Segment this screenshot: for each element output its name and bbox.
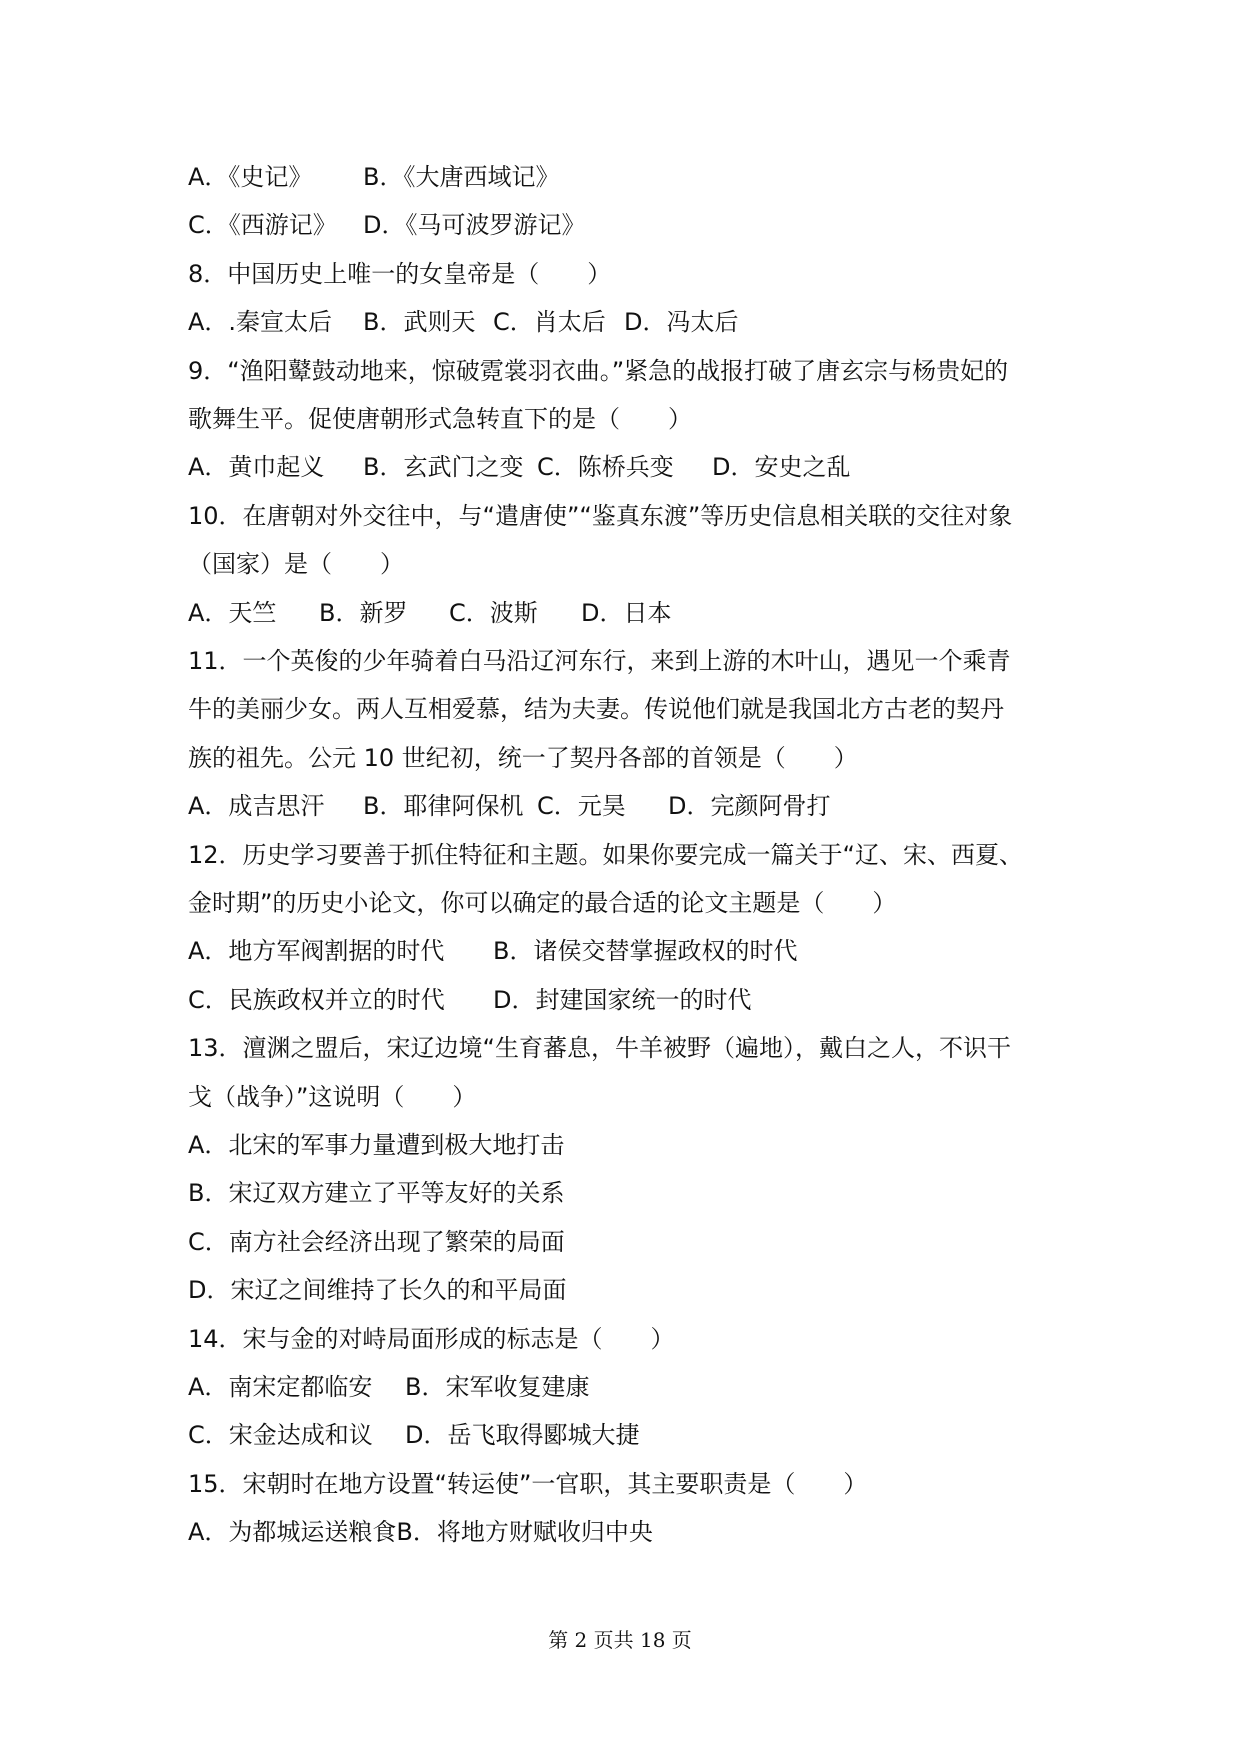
- answer-option: B．武则天: [363, 308, 476, 337]
- question-text: 金时期”的历史小论文，你可以确定的最合适的论文主题是（ ）: [188, 889, 897, 917]
- question-stem-line: [0, 1467, 1240, 1501]
- question-stem-line: [0, 644, 1240, 678]
- answer-option: C．民族政权并立的时代: [188, 985, 445, 1014]
- answer-option: D．安史之乱: [712, 453, 851, 482]
- page-footer: 第 2 页共 18 页: [548, 1628, 692, 1652]
- answer-option: A．天竺: [188, 598, 277, 627]
- answer-option: A．北宋的军事力量遭到极大地打击: [188, 1131, 565, 1159]
- question-text: 歌舞生平。促使唐朝形式急转直下的是（ ）: [188, 405, 692, 433]
- answer-option: C．元昊: [537, 792, 626, 821]
- question-text: 族的祖先。公元 10 世纪初，统一了契丹各部的首领是（ ）: [188, 743, 858, 772]
- question-stem-line: [0, 257, 1240, 291]
- question-text: 14．宋与金的对峙局面形成的标志是（ ）: [188, 1324, 675, 1353]
- question-text: 11．一个英俊的少年骑着白马沿辽河东行，来到上游的木叶山，遇见一个乘青: [188, 647, 1011, 675]
- answer-options-line: [0, 305, 1240, 339]
- answer-option: C．宋金达成和议: [188, 1421, 373, 1450]
- answer-option: C．波斯: [449, 598, 538, 627]
- answer-option: B．玄武门之变: [363, 453, 524, 482]
- answer-option: A．地方军阀割据的时代: [188, 937, 445, 966]
- answer-option: A．成吉思汗: [188, 792, 325, 821]
- question-text: 12．历史学习要善于抓住特征和主题。如果你要完成一篇关于“辽、宋、西夏、: [188, 840, 1023, 869]
- answer-option: C．《西游记》: [188, 211, 337, 240]
- answer-options-line: [0, 1225, 1240, 1259]
- answer-option: B．新罗: [319, 598, 408, 627]
- answer-option: C．陈桥兵变: [537, 453, 674, 482]
- answer-option: C．南方社会经济出现了繁荣的局面: [188, 1227, 565, 1256]
- answer-option: C．肖太后: [493, 308, 606, 337]
- question-text: 8．中国历史上唯一的女皇帝是（ ）: [188, 259, 612, 288]
- question-text-line: [0, 547, 1240, 581]
- answer-option: A．为都城运送粮食B．将地方财赋收归中央: [188, 1518, 653, 1547]
- question-text-line: [0, 886, 1240, 920]
- answer-options-line: [0, 934, 1240, 968]
- answer-option: D．冯太后: [624, 308, 739, 337]
- question-text: 15．宋朝时在地方设置“转运使”一官职，其主要职责是（ ）: [188, 1469, 868, 1498]
- answer-option: D．日本: [581, 598, 672, 627]
- answer-option: D．《马可波罗游记》: [363, 211, 586, 240]
- answer-options-line: [0, 596, 1240, 630]
- answer-options-line: [0, 1128, 1240, 1162]
- answer-options-line: [0, 1370, 1240, 1404]
- answer-option: B．耶律阿保机: [363, 792, 524, 821]
- answer-option: D．完颜阿骨打: [668, 792, 831, 821]
- question-stem-line: [0, 499, 1240, 533]
- question-text-line: [0, 692, 1240, 726]
- answer-options-line: [0, 160, 1240, 194]
- answer-option: D．宋辽之间维持了长久的和平局面: [188, 1276, 567, 1305]
- answer-option: A．南宋定都临安: [188, 1373, 373, 1401]
- question-stem-line: [0, 1031, 1240, 1065]
- answer-options-line: [0, 1515, 1240, 1549]
- answer-option: B．《大唐西域记》: [363, 163, 560, 191]
- answer-options-line: [0, 789, 1240, 823]
- answer-option: B．诸侯交替掌握政权的时代: [493, 937, 798, 966]
- question-text-line: [0, 741, 1240, 775]
- answer-option: D．封建国家统一的时代: [493, 985, 752, 1014]
- answer-options-line: [0, 450, 1240, 484]
- question-text: 10．在唐朝对外交往中，与“遣唐使”“鉴真东渡”等历史信息相关联的交往对象: [188, 501, 1013, 530]
- answer-options-line: [0, 1176, 1240, 1210]
- question-text: 13．澶渊之盟后，宋辽边境“生育蕃息，牛羊被野（遍地），戴白之人，不识干: [188, 1034, 1011, 1063]
- answer-option: B．宋辽双方建立了平等友好的关系: [188, 1179, 565, 1208]
- answer-option: B．宋军收复建康: [405, 1373, 590, 1401]
- answer-option: A．黄巾起义: [188, 453, 325, 482]
- question-text: 牛的美丽少女。两人互相爱慕，结为夫妻。传说他们就是我国北方古老的契丹: [188, 695, 1004, 724]
- answer-options-line: [0, 208, 1240, 242]
- question-stem-line: [0, 1322, 1240, 1356]
- answer-options-line: [0, 1418, 1240, 1452]
- question-stem-line: [0, 354, 1240, 388]
- question-text-line: [0, 402, 1240, 436]
- answer-option: A．《史记》: [188, 163, 313, 191]
- question-text: 9．“渔阳鼙鼓动地来，惊破霓裳羽衣曲。”紧急的战报打破了唐玄宗与杨贵妃的: [188, 356, 1009, 385]
- answer-option: D．岳飞取得郾城大捷: [405, 1421, 640, 1450]
- question-text-line: [0, 1080, 1240, 1114]
- answer-option: A．.秦宣太后: [188, 308, 333, 337]
- answer-options-line: [0, 983, 1240, 1017]
- question-text: 戈（战争）”这说明（ ）: [188, 1082, 477, 1111]
- answer-options-line: [0, 1273, 1240, 1307]
- question-text: （国家）是（ ）: [188, 550, 404, 579]
- question-stem-line: [0, 838, 1240, 872]
